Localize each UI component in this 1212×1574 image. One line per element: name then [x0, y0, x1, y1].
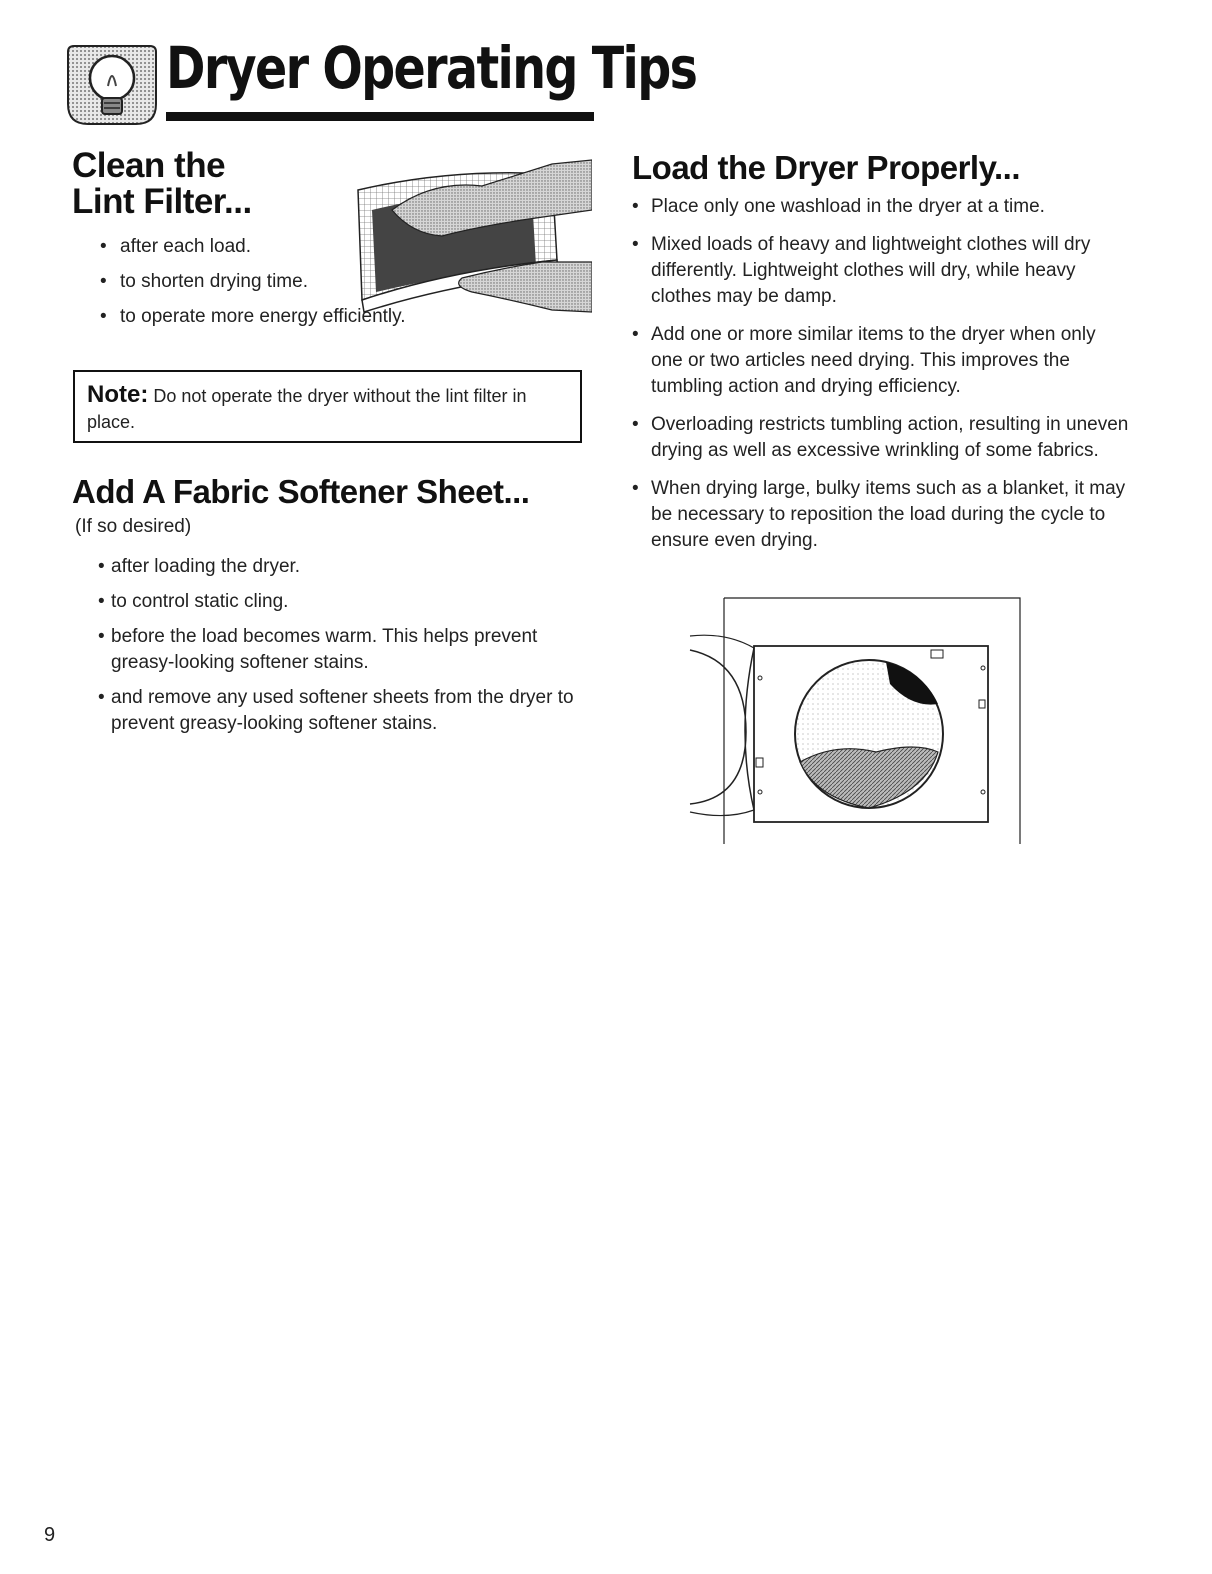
title-underline	[166, 112, 594, 121]
list-item: • after each load.	[100, 234, 460, 269]
lint-filter-list	[100, 234, 460, 339]
load-dryer-list	[632, 194, 1132, 566]
list-item: • to shorten drying time.	[100, 269, 460, 304]
fabric-softener-subtitle: (If so desired)	[75, 516, 192, 537]
fabric-softener-heading: Add A Fabric Softener Sheet...	[72, 473, 530, 510]
fabric-softener-list	[98, 554, 590, 746]
lightbulb-icon	[64, 42, 160, 128]
lint-filter-heading	[72, 148, 252, 220]
list-item: • Place only one washload in the dryer at a time.	[632, 194, 1132, 220]
note-label: Note:	[87, 381, 149, 408]
list-item: • Add one or more similar items to the dryer when only one or two articles need drying. This improves the tumbling action and drying efficiency.	[632, 322, 1132, 400]
note-box	[73, 370, 582, 443]
lint-filter-heading-line2: Lint Filter...	[72, 182, 252, 221]
list-item: • Mixed loads of heavy and lightweight clothes will dry differently. Lightweight clothes will dry, while heavy clothes may be damp.	[632, 232, 1132, 310]
list-item: • to control static cling.	[98, 589, 590, 615]
page-number: 9	[44, 1524, 56, 1546]
note-text: Do not operate the dryer without the lint filter in place.	[87, 386, 527, 432]
list-item: • to operate more energy efficiently.	[100, 304, 460, 339]
page-title: Dryer Operating Tips	[166, 34, 697, 102]
list-item: • When drying large, bulky items such as a blanket, it may be necessary to reposition the load during the cycle to ensure even drying.	[632, 476, 1132, 554]
list-item: • and remove any used softener sheets from the dryer to prevent greasy-looking softener stains.	[98, 685, 590, 737]
dryer-drum-illustration	[676, 592, 1026, 846]
list-item: • Overloading restricts tumbling action, resulting in uneven drying as well as excessive wrinkling of some fabrics.	[632, 412, 1132, 464]
lint-filter-heading-line1: Clean the	[72, 146, 226, 185]
list-item: • before the load becomes warm. This helps prevent greasy-looking softener stains.	[98, 624, 590, 676]
load-dryer-heading: Load the Dryer Properly...	[632, 149, 1020, 186]
list-item: • after loading the dryer.	[98, 554, 590, 580]
